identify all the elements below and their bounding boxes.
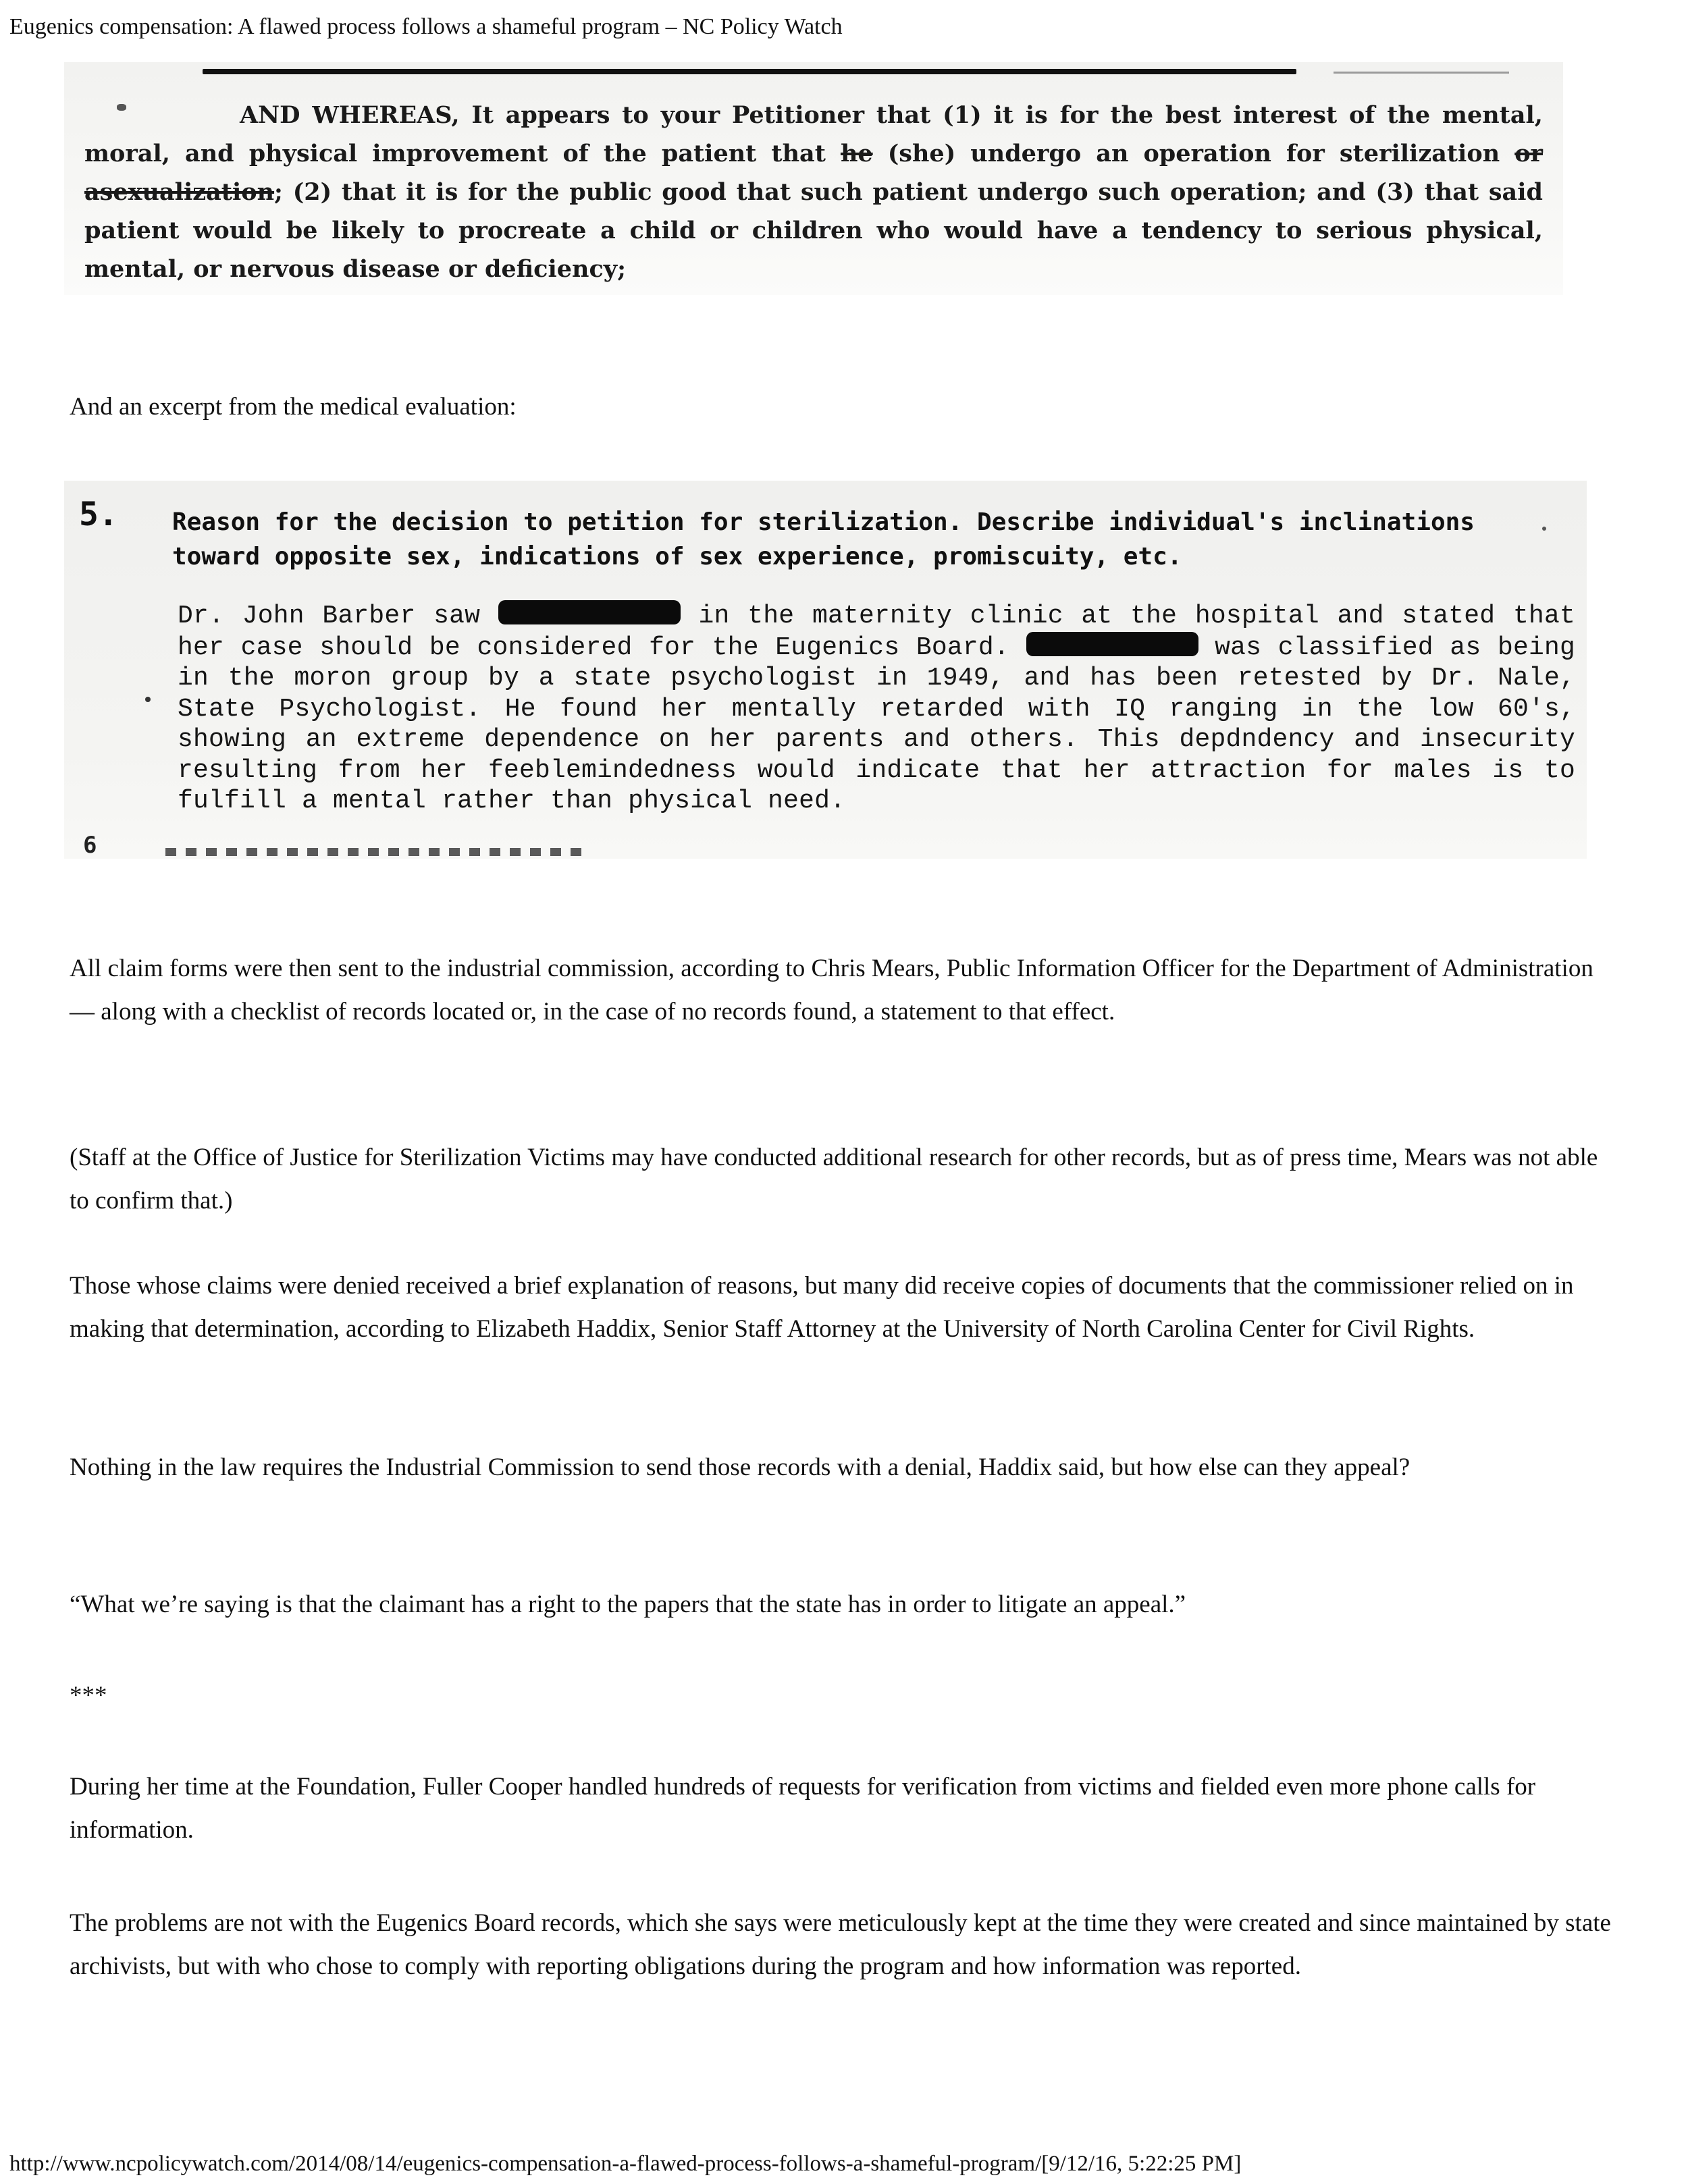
redaction-bar xyxy=(1026,632,1198,656)
article-paragraph: Nothing in the law requires the Industrial Commission to send those records with a denial, Haddix said, but how else can they appeal? xyxy=(70,1454,1410,1481)
evaluation-answer-part-2: in the maternity clinic at the hospital and stated that her case should be considered for the Eugenics Board. xyxy=(178,602,1575,662)
evaluation-question: Reason for the decision to petition for sterilization. Describe individual's inclinations toward opposite sex, indications of sex experience, promiscuity, etc. xyxy=(172,508,1475,570)
article-paragraph: Those whose claims were denied received a brief explanation of reasons, but many did receive copies of documents that the commissioner relied on in making that determination, according to Elizabeth Haddix, Senior Staff Attorney at the University of North Carolina Center for Civil Rights. xyxy=(70,1272,1574,1343)
medical-evaluation-scan-image xyxy=(64,481,1587,859)
evaluation-next-item-number: 6 xyxy=(83,832,97,859)
intro-line: And an excerpt from the medical evaluation: xyxy=(70,393,517,421)
scan-speck xyxy=(1542,527,1546,531)
petition-struck-word-asexualization: or asexualization xyxy=(84,140,1543,206)
article-paragraph: “What we’re saying is that the claimant has a right to the papers that the state has in order to litigate an appeal.” xyxy=(70,1591,1186,1618)
petition-text xyxy=(84,96,1543,288)
petition-text-part-3: ; (2) that it is for the public good that such patient undergo such operation; and (3) that said patient would be likely to procreate a child or children who would have a tendency to serious physical, mental, or nervous disease or deficiency; xyxy=(84,178,1543,283)
article-paragraph: The problems are not with the Eugenics Board records, which she says were meticulously kept at the time they were created and since maintained by state archivists, but with who chose to comply with reporting obligations during the program and how information was reported. xyxy=(70,1909,1611,1980)
article-paragraph: All claim forms were then sent to the industrial commission, according to Chris Mears, Public Information Officer for the Department of Administration — along with a checklist of records located or, in the case of no records found, a statement to that effect. xyxy=(70,955,1593,1026)
section-divider: *** xyxy=(70,1682,107,1709)
petition-struck-word-he: he xyxy=(840,140,873,167)
redaction-bar xyxy=(498,600,681,624)
petition-text-part-2: (she) undergo an operation for sterilization xyxy=(872,140,1515,167)
print-footer-url: http://www.ncpolicywatch.com/2014/08/14/eugenics-compensation-a-flawed-process-follows-a-shameful-program/[9/12/16, 5:22:25 PM] xyxy=(9,2152,1242,2176)
print-header-title: Eugenics compensation: A flawed process follows a shameful program – NC Policy Watch xyxy=(9,14,843,39)
scan-speck xyxy=(145,697,151,702)
scan-faint-rule xyxy=(1334,72,1509,74)
evaluation-answer-part-1: Dr. John Barber saw xyxy=(178,602,498,631)
article-paragraph: During her time at the Foundation, Fuller Cooper handled hundreds of requests for verification from victims and fielded even more phone calls for information. xyxy=(70,1773,1536,1844)
evaluation-answer xyxy=(178,600,1575,817)
evaluation-item-number: 5. xyxy=(79,496,118,533)
evaluation-answer-part-3: was classified as being in the moron group by a state psychologist in 1949, and has been retested by Dr. Nale, State Psychologist. He found her mentally retarded with IQ ranging in the low 60's, showing an extreme dependence on her parents and others. This depdndency and insecurity resulting from her feeblemindedness would indicate that her attraction for males is to fulfill a mental rather than physical need. xyxy=(178,633,1576,816)
article-paragraph: (Staff at the Office of Justice for Sterilization Victims may have conducted additional research for other records, but as of press time, Mears was not able to confirm that.) xyxy=(70,1144,1598,1215)
scan-cutoff-text xyxy=(165,848,584,856)
petition-scan-image xyxy=(64,62,1563,295)
scan-top-rule xyxy=(203,69,1296,74)
petition-text-part-1: AND WHEREAS, It appears to your Petitioner that (1) it is for the best interest of the mental, moral, and physical improvement of the patient that xyxy=(84,101,1543,167)
